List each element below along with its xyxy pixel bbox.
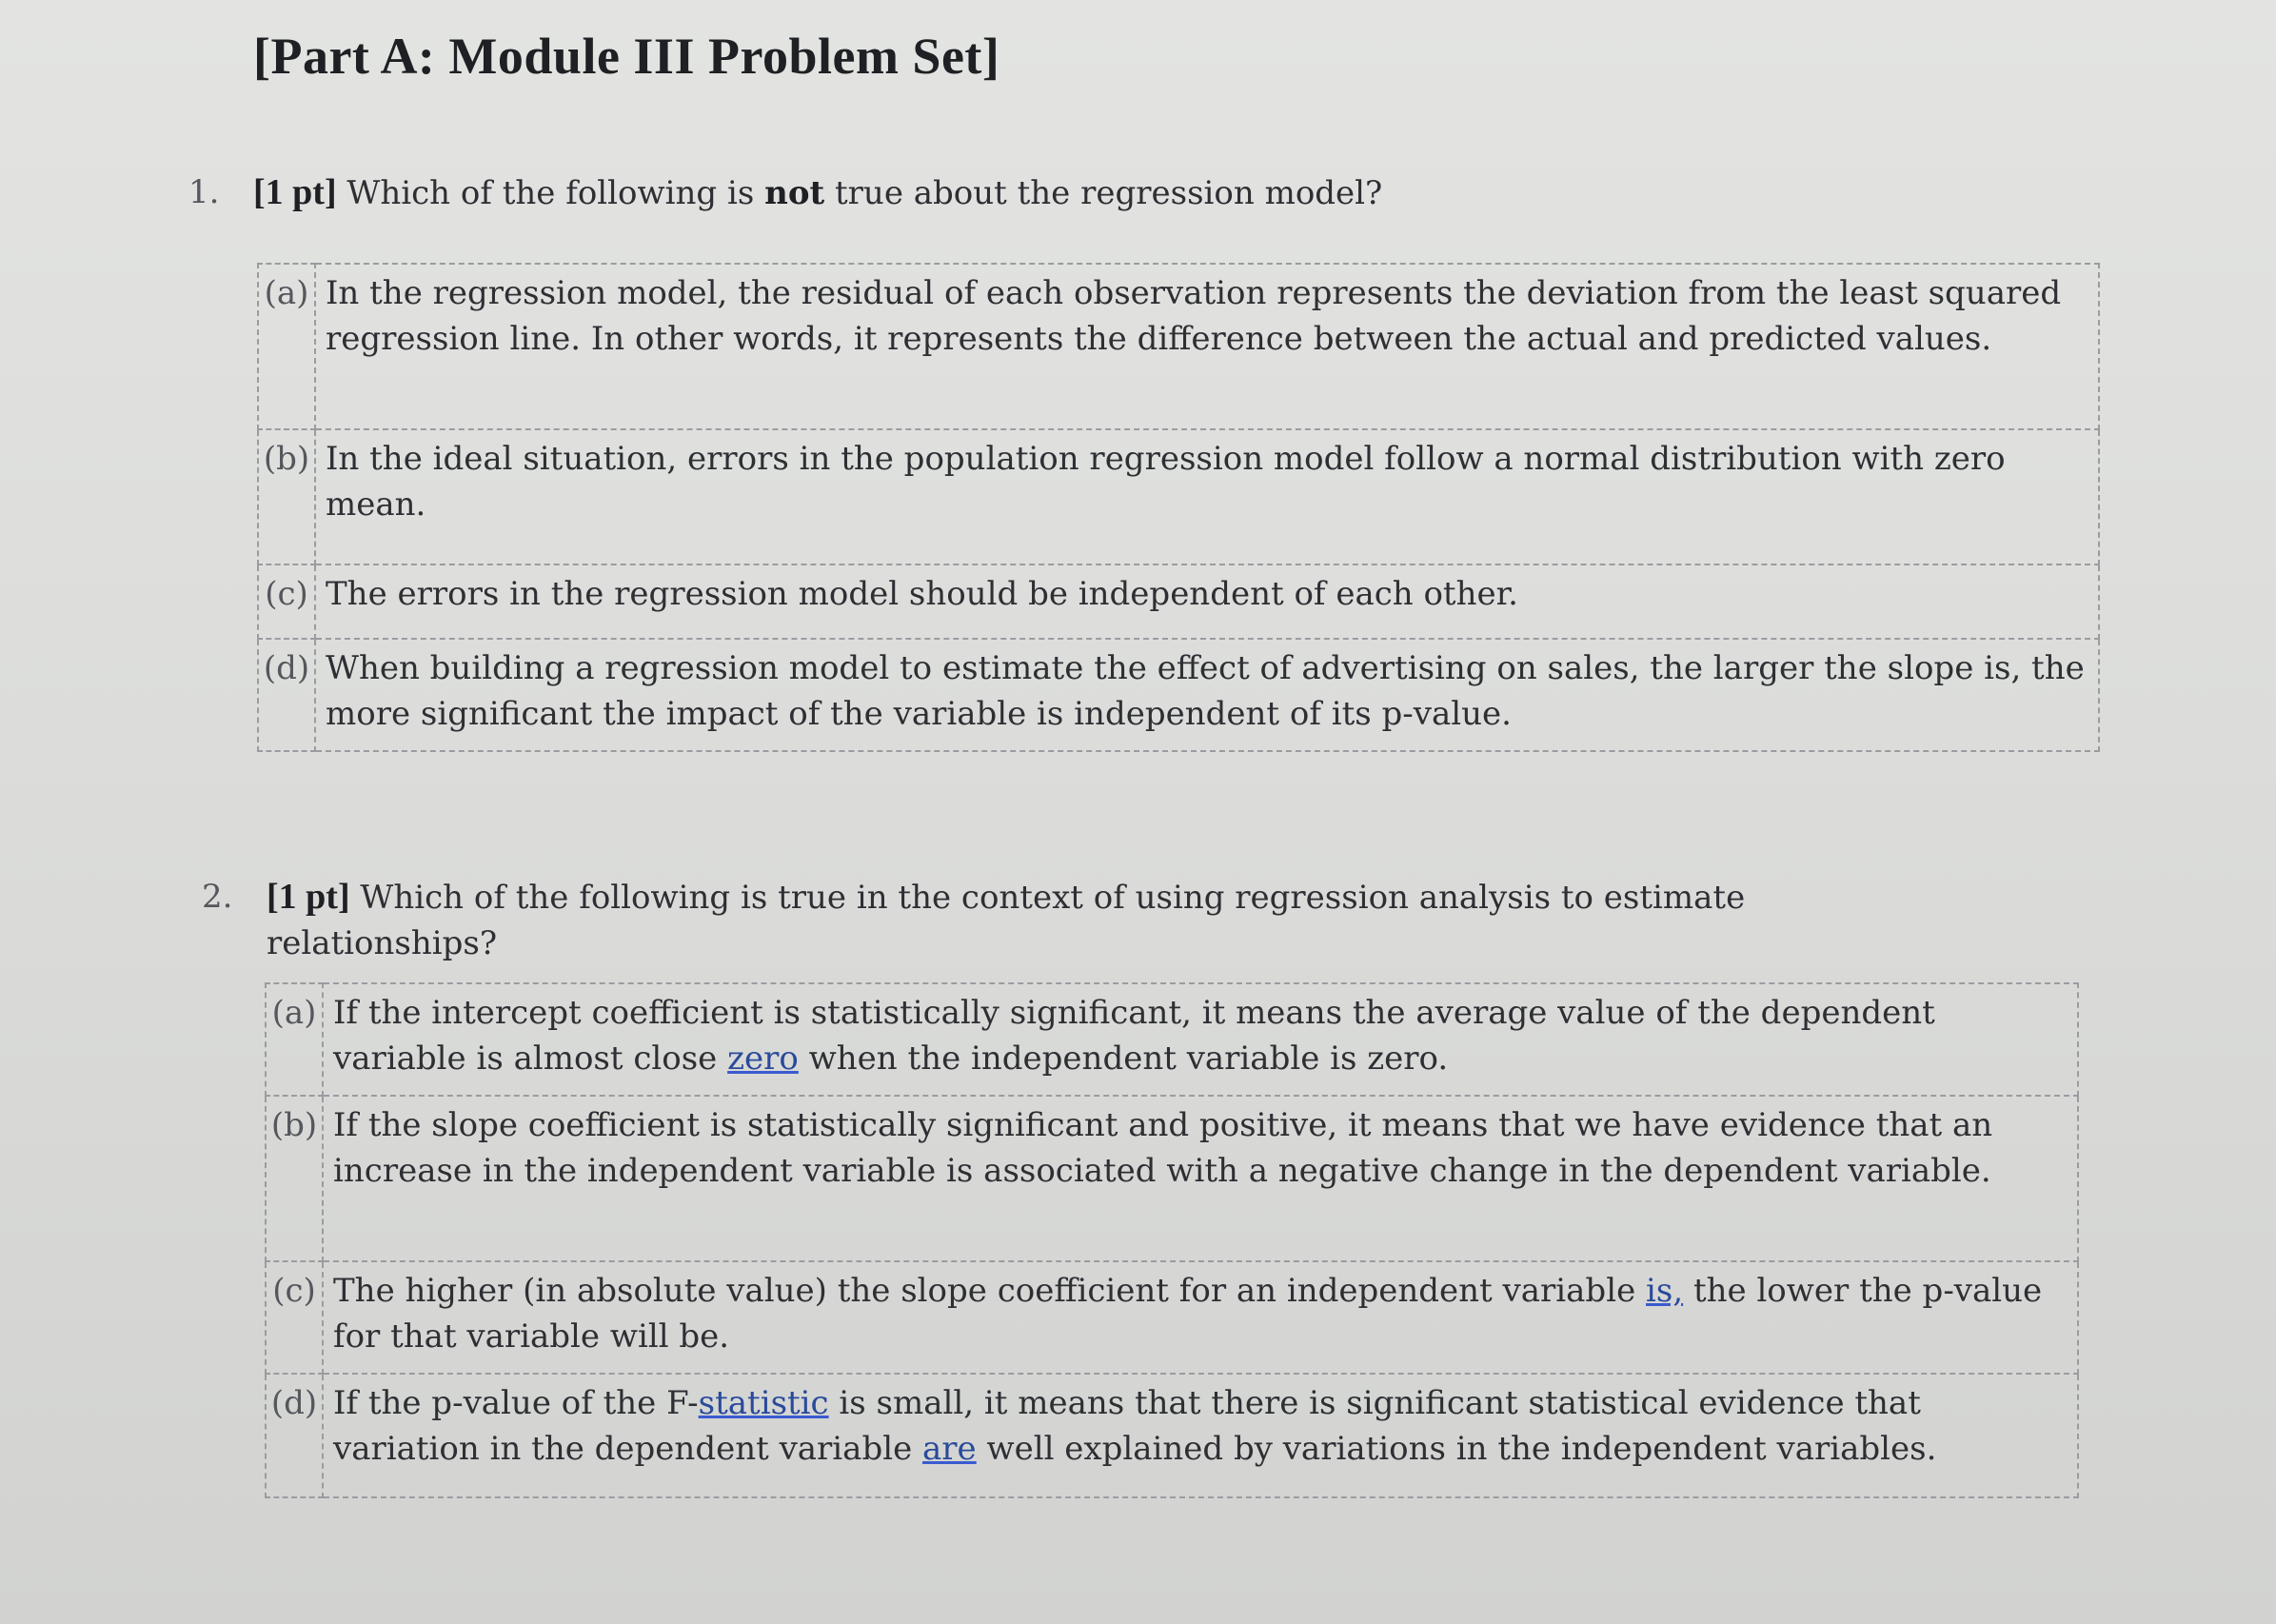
question-1-text-bold: not: [764, 174, 825, 212]
option-label: (a): [266, 983, 323, 1096]
option-text: [323, 983, 2078, 1096]
option-label: (b): [266, 1096, 323, 1261]
question-2-options-table: [265, 982, 2079, 1498]
question-2-text: Which of the following is true in the context of using regression analysis to estimate relationships?: [267, 879, 1746, 962]
table-row: [266, 1374, 2078, 1497]
option-text-after: well explained by variations in the independent variables.: [976, 1430, 1937, 1468]
option-text: [323, 1374, 2078, 1497]
option-text: [323, 1261, 2078, 1374]
option-label: (d): [258, 639, 315, 751]
option-text-before: If the intercept coefficient is statistically significant, it means the average value of the dependent variable is almost close: [333, 994, 1935, 1078]
table-row: [258, 264, 2099, 429]
question-1-text-before: Which of the following is: [346, 174, 765, 212]
option-label: (b): [258, 429, 315, 564]
question-2-prompt: [267, 874, 1885, 966]
question-1-prompt: [253, 169, 1382, 216]
option-label: (c): [266, 1261, 323, 1374]
question-2-number: 2.: [202, 878, 233, 916]
option-label: (a): [258, 264, 315, 429]
underlined-word: zero: [727, 1040, 799, 1078]
option-text: If the slope coefficient is statistically significant and positive, it means that we have evidence that an increase in the independent variable is associated with a negative change in the dependent variable.: [323, 1096, 2078, 1261]
option-text-after: the lower the p-value for that variable will be.: [333, 1272, 2043, 1356]
option-text-middle: is small, it means that there is significant statistical evidence that variation in the dependent variable: [333, 1384, 1921, 1468]
option-label: (c): [258, 564, 315, 639]
table-row: [258, 564, 2099, 639]
table-row: [266, 1096, 2078, 1261]
question-1-points: [1 pt]: [253, 172, 337, 212]
question-1-options-table: [257, 263, 2100, 752]
question-2-points: [1 pt]: [267, 877, 350, 917]
question-1-number: 1.: [188, 173, 220, 211]
question-1-text-after: true about the regression model?: [824, 174, 1383, 212]
underlined-word: are: [922, 1430, 977, 1468]
option-text-before: The higher (in absolute value) the slope coefficient for an independent variable: [333, 1272, 1646, 1310]
option-text: In the ideal situation, errors in the population regression model follow a normal distribution with zero mean.: [315, 429, 2099, 564]
option-text: When building a regression model to estimate the effect of advertising on sales, the larger the slope is, the more significant the impact of the variable is independent of its p-value.: [315, 639, 2099, 751]
table-row: [258, 639, 2099, 751]
option-text-after: when the independent variable is zero.: [798, 1040, 1449, 1078]
option-label: (d): [266, 1374, 323, 1497]
underlined-word: is,: [1646, 1272, 1684, 1310]
table-row: [266, 983, 2078, 1096]
option-text: In the regression model, the residual of each observation represents the deviation from the least squared regression line. In other words, it represents the difference between the actual and predicted values.: [315, 264, 2099, 429]
table-row: [258, 429, 2099, 564]
option-text-before: If the p-value of the F-: [333, 1384, 699, 1422]
underlined-word: statistic: [698, 1384, 829, 1422]
page-title: [Part A: Module III Problem Set]: [253, 28, 1000, 85]
option-text: The errors in the regression model should be independent of each other.: [315, 564, 2099, 639]
table-row: [266, 1261, 2078, 1374]
